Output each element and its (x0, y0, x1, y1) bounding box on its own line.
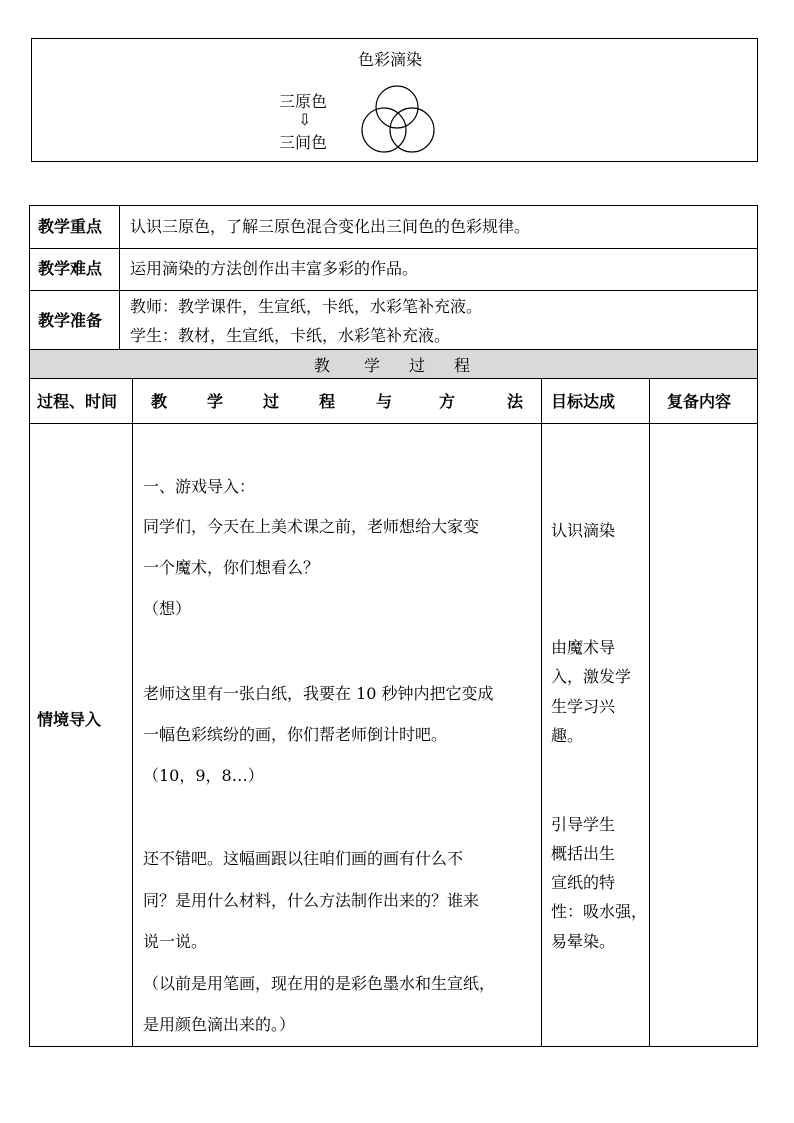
process-title-char: 过 (409, 356, 426, 375)
down-arrow-icon: ⇩ (298, 110, 312, 129)
col-header-time: 过程、时间 (37, 392, 118, 411)
method-line: 同学们，今天在上美术课之前，老师想给大家变 (143, 517, 480, 536)
process-title-char: 程 (454, 356, 471, 375)
goal-line: 概括出生 (551, 844, 616, 863)
process-title-char: 教 (314, 356, 331, 375)
method-line: （10，9，8…） (143, 766, 264, 785)
method-line: 还不错吧。这幅画跟以往咱们画的画有什么不 (143, 849, 464, 868)
stage-label: 情境导入 (37, 710, 102, 729)
col-header-method-char: 法 (507, 392, 524, 411)
method-line: （想） (143, 599, 192, 618)
preparation-teacher: 教师：教学课件，生宣纸，卡纸，水彩笔补充液。 (130, 297, 483, 316)
goal-line: 性：吸水强， (551, 902, 648, 921)
preparation-students: 学生：教材，生宣纸，卡纸，水彩笔补充液。 (130, 326, 451, 345)
goal-line: 引导学生 (551, 815, 616, 834)
col-header-method-char: 与 (376, 392, 393, 411)
goal-line: 趣。 (551, 726, 584, 745)
venn-circle-left (362, 108, 406, 152)
venn-circle-right (390, 108, 434, 152)
method-line: （以前是用笔画，现在用的是彩色墨水和生宣纸， (143, 974, 496, 993)
secondary-colors-label: 三间色 (279, 133, 328, 152)
col-header-notes: 复备内容 (667, 392, 732, 411)
key-points-content: 认识三原色，了解三原色混合变化出三间色的色彩规律。 (130, 217, 531, 236)
col-header-goal: 目标达成 (551, 392, 616, 411)
venn-circles-icon (356, 84, 440, 156)
col-header-method-char: 过 (263, 392, 280, 411)
method-line: 一、游戏导入： (143, 477, 256, 496)
method-line: 是用颜色滴出来的。） (143, 1015, 296, 1034)
col-header-method-char: 教 (151, 392, 168, 411)
method-line: 一幅色彩缤纷的画，你们帮老师倒计时吧。 (143, 725, 448, 744)
process-title-band (30, 350, 757, 378)
col-header-method-char: 程 (319, 392, 336, 411)
goal-line: 由魔术导 (551, 638, 616, 657)
difficulties-content: 运用滴染的方法创作出丰富多彩的作品。 (130, 259, 419, 278)
venn-circle-top (376, 86, 418, 128)
goal-line: 生学习兴 (551, 697, 616, 716)
col-header-method-char: 学 (207, 392, 224, 411)
method-line: 一个魔术，你们想看么？ (143, 558, 320, 577)
key-points-label: 教学重点 (38, 217, 103, 236)
primary-colors-label: 三原色 (279, 92, 328, 111)
preparation-label: 教学准备 (38, 311, 103, 330)
lesson-title: 色彩滴染 (358, 50, 423, 69)
goal-line: 认识滴染 (551, 521, 616, 540)
process-title-char: 学 (364, 356, 381, 375)
goal-line: 入，激发学 (551, 667, 632, 686)
goal-line: 宣纸的特 (551, 873, 616, 892)
difficulties-label: 教学难点 (38, 259, 103, 278)
col-header-method-char: 方 (439, 392, 456, 411)
method-line: 说一说。 (143, 932, 208, 951)
method-line: 同？是用什么材料，什么方法制作出来的？谁来 (143, 891, 480, 910)
method-line: 老师这里有一张白纸，我要在 10 秒钟内把它变成 (143, 684, 494, 703)
goal-line: 易晕染。 (551, 932, 616, 951)
